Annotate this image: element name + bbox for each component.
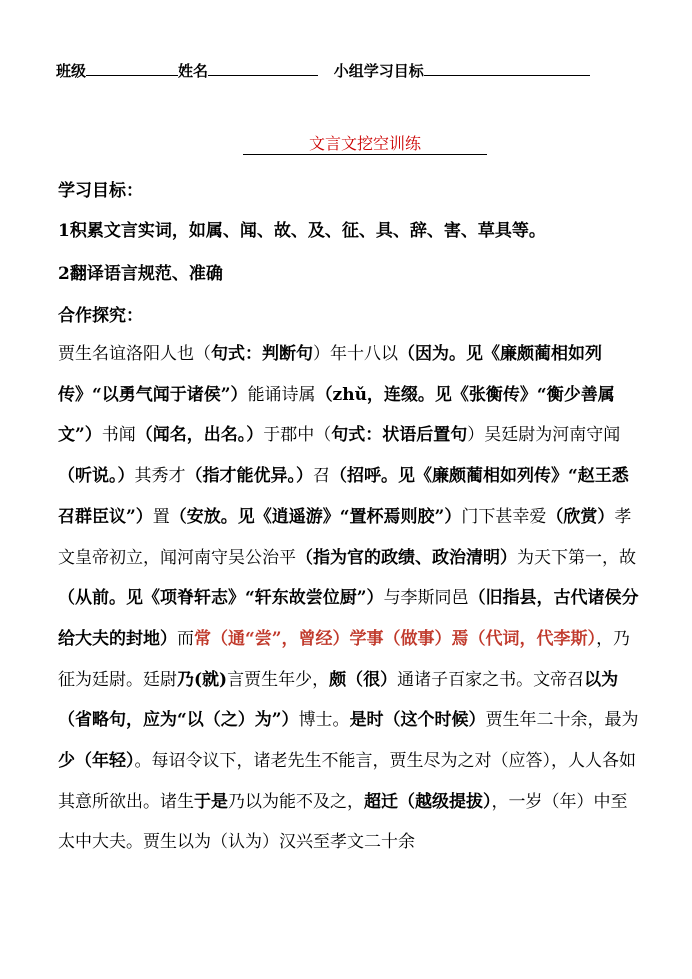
passage-annotation: （招呼。见《廉颇蔺相如列传》“赵王悉召群臣议”） xyxy=(58,466,629,527)
passage-annotation: 超迁（越级提拔） xyxy=(364,791,492,812)
passage-segment: 其秀才 xyxy=(134,466,186,487)
passage-segment: 孝文皇帝初立，闻河南守吴公治平 xyxy=(58,506,632,568)
passage-annotation: （旧指县，古代诸侯分给大夫的封地） xyxy=(58,588,639,649)
passage-segment: 置 xyxy=(152,506,170,527)
passage-text xyxy=(58,334,640,863)
passage-segment: 贾生名谊洛阳人也（ xyxy=(58,344,211,364)
passage-annotation: 于是 xyxy=(194,791,228,812)
passage-segment: 能诵诗属 xyxy=(247,384,316,405)
passage-segment: ）吴廷尉为河南守闻 xyxy=(467,425,621,446)
group-goal-label: 小组学习目标 xyxy=(333,62,424,80)
passage-annotation: （因为。见《廉颇蔺相如列传》“以勇气闻于诸侯”） xyxy=(58,344,602,405)
passage-annotation: （从前。见《项脊轩志》“轩东故尝位厨”） xyxy=(58,588,384,609)
passage-annotation: 句式：状语后置句 xyxy=(331,425,468,446)
passage-segment: 书闻 xyxy=(101,425,136,446)
passage-segment: ，乃征为廷尉。廷尉 xyxy=(58,628,631,690)
passage-segment: 与李斯同邑 xyxy=(383,588,469,609)
group-goal-blank xyxy=(424,61,590,76)
class-blank xyxy=(86,61,178,76)
passage-annotation: （zhǔ，连缀。见《张衡传》“衡少善属文”） xyxy=(58,384,615,446)
passage-segment: ）年十八以 xyxy=(313,344,398,364)
passage-segment: 贾生年二十余，最为 xyxy=(485,710,639,731)
passage-annotation: 句式：判断句 xyxy=(211,344,313,364)
passage-segment: 言贾生年少， xyxy=(227,669,330,690)
coop-heading: 合作探究： xyxy=(58,306,143,326)
passage-annotation: （指才能优异。） xyxy=(185,466,313,487)
goal-1: 1积累文言实词，如属、闻、故、及、征、具、辞、害、草具等。 xyxy=(58,221,546,241)
passage-segment: 博士。 xyxy=(298,710,350,731)
passage-annotation: 是时（这个时候） xyxy=(349,710,486,731)
passage-annotation-highlight: 常（通“尝”，曾经）学事（做事）焉（代词，代李斯） xyxy=(194,628,597,649)
passage-segment: 通诸子百家之书。文帝召 xyxy=(397,669,585,690)
name-blank xyxy=(208,61,318,76)
header-line xyxy=(56,60,590,81)
passage-annotation: 颇（很） xyxy=(329,669,398,690)
passage-annotation: （听说。） xyxy=(58,466,135,487)
passage-segment: 召 xyxy=(313,466,330,487)
passage-segment: 于郡中（ xyxy=(263,425,332,446)
passage-segment: 而 xyxy=(177,628,194,649)
passage-annotation: 少（年轻） xyxy=(58,751,135,772)
passage-annotation: 乃(就) xyxy=(177,669,228,690)
passage-segment: 为天下第一，故 xyxy=(517,547,636,568)
passage-annotation: （闻名，出名。） xyxy=(135,425,264,446)
passage-segment: ，一岁（年）中至太中大夫。贾生以为（认为）汉兴至孝文二十余 xyxy=(58,791,628,853)
page-title-text: 文言文挖空训练 xyxy=(308,134,421,153)
name-label: 姓名 xyxy=(178,62,209,80)
class-label: 班级 xyxy=(56,62,87,80)
passage-annotation: （安放。见《逍遥游》“置杯焉则胶”） xyxy=(169,506,462,527)
passage-segment: 乃以为能不及之， xyxy=(228,791,364,812)
passage-annotation: （指为官的政绩、政治清明） xyxy=(296,547,517,568)
goal-2: 2翻译语言规范、准确 xyxy=(58,264,223,284)
page-title xyxy=(243,134,487,155)
goals-heading: 学习目标： xyxy=(58,181,143,201)
passage-segment: 门下甚幸爱 xyxy=(461,506,547,527)
passage-annotation: 以为（省略句，应为“以（之）为”） xyxy=(58,669,619,731)
passage-annotation: （欣赏） xyxy=(546,506,615,527)
passage-segment: 。每诏令议下，诸老先生不能言，贾生尽为之对（应答），人人各如其意所欲出。诸生 xyxy=(58,751,636,812)
